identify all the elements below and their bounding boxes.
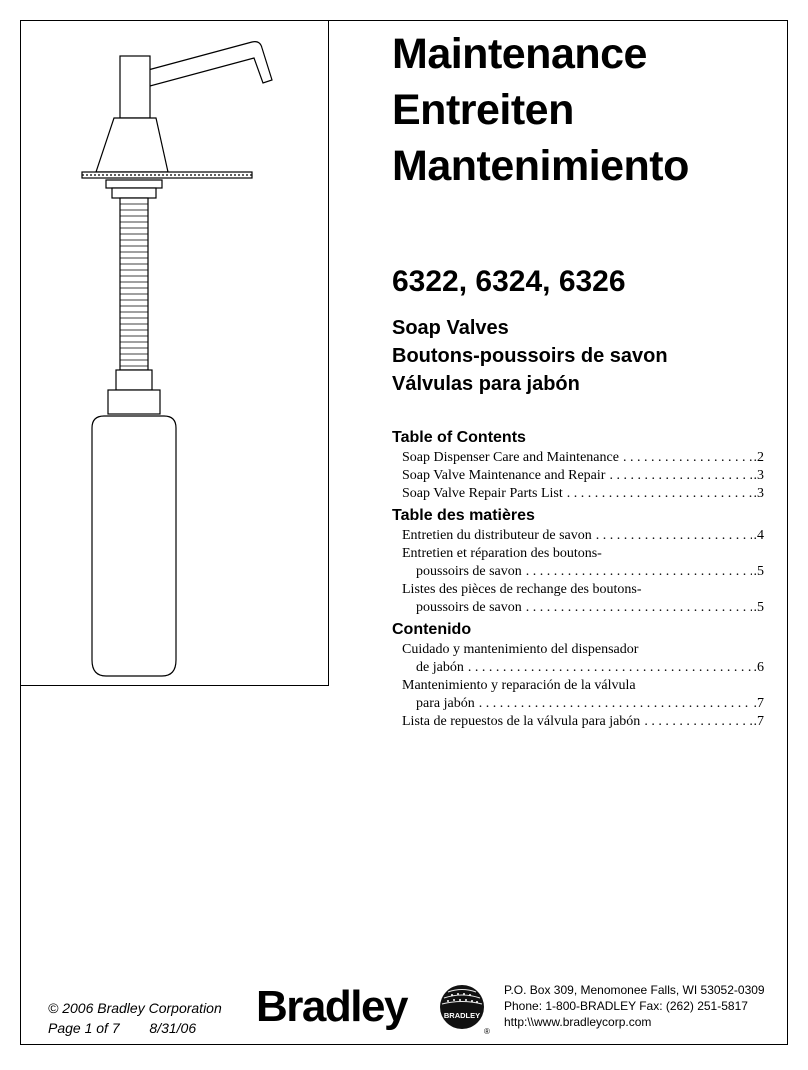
toc-entry[interactable]	[392, 545, 764, 581]
illustration-panel	[20, 20, 329, 686]
table-of-contents	[392, 428, 764, 731]
title-line-french: Entreiten	[392, 86, 574, 134]
toc-page-number: .5	[753, 600, 764, 615]
toc-entry-text-cont: de jabón	[416, 660, 464, 675]
contact-address: P.O. Box 309, Menomonee Falls, WI 53052-0309	[504, 983, 765, 997]
toc-heading: Table des matières	[392, 507, 535, 524]
toc-heading: Table of Contents	[392, 429, 526, 446]
toc-entry[interactable]	[392, 527, 764, 545]
page-info	[48, 1018, 222, 1038]
copyright-block	[48, 998, 222, 1038]
page-label: Page 1 of 7	[48, 1020, 120, 1036]
page-title	[392, 26, 689, 194]
toc-entry[interactable]	[392, 467, 764, 485]
toc-heading: Contenido	[392, 621, 472, 638]
date: 8/31/06	[149, 1020, 197, 1036]
subtitle-spanish: Válvulas para jabón	[392, 373, 580, 395]
model-numbers: 6322, 6324, 6326	[392, 265, 626, 298]
logo-wordmark: Bradley	[256, 982, 407, 1031]
toc-entry-text: Cuidado y mantenimiento del dispensador	[402, 642, 639, 657]
toc-entry-text: Entretien et réparation des boutons-	[402, 546, 602, 561]
dot-leader	[468, 659, 752, 677]
toc-entry-text: Lista de repuestos de la válvula para jabón	[402, 714, 641, 729]
dot-leader	[479, 695, 752, 713]
product-subtitle	[392, 314, 668, 398]
registered-mark: ®	[484, 1027, 490, 1036]
toc-page-number: .5	[753, 564, 764, 579]
toc-entry-text: Soap Dispenser Care and Maintenance	[402, 450, 619, 465]
toc-page-number: .7	[753, 714, 764, 729]
toc-page-number: .7	[753, 696, 764, 711]
dot-leader	[609, 467, 751, 485]
toc-entry-text: Soap Valve Repair Parts List	[402, 486, 563, 501]
dot-leader	[596, 527, 752, 545]
subtitle-french: Boutons-poussoirs de savon	[392, 345, 668, 367]
dot-leader	[526, 599, 752, 617]
toc-entry[interactable]	[392, 581, 764, 617]
title-line-spanish: Mantenimiento	[392, 142, 689, 190]
toc-section-english	[392, 428, 764, 503]
dot-leader	[526, 563, 752, 581]
toc-entry[interactable]	[392, 449, 764, 467]
toc-entry[interactable]	[392, 713, 764, 731]
toc-entry-text-cont: para jabón	[416, 696, 475, 711]
bradley-logo	[256, 978, 492, 1036]
toc-page-number: .3	[753, 486, 764, 501]
globe-logo-icon	[436, 982, 492, 1036]
toc-section-spanish	[392, 620, 764, 731]
dot-leader	[644, 713, 751, 731]
toc-entry-text-cont: poussoirs de savon	[416, 564, 522, 579]
toc-section-french	[392, 506, 764, 617]
toc-entry[interactable]	[392, 641, 764, 677]
subtitle-english: Soap Valves	[392, 317, 509, 339]
dot-leader	[567, 485, 752, 503]
toc-entry-text: Mantenimiento y reparación de la válvula	[402, 678, 636, 693]
toc-page-number: .4	[753, 528, 764, 543]
toc-entry[interactable]	[392, 677, 764, 713]
toc-entry-text: Listes des pièces de rechange des boutons-	[402, 582, 642, 597]
contact-phone: Phone: 1-800-BRADLEY Fax: (262) 251-5817	[504, 999, 748, 1013]
toc-page-number: .2	[753, 450, 764, 465]
copyright-text: © 2006 Bradley Corporation	[48, 1000, 222, 1016]
toc-page-number: .6	[753, 660, 764, 675]
soap-valve-illustration-icon	[20, 20, 329, 686]
toc-entry-text: Soap Valve Maintenance and Repair	[402, 468, 606, 483]
contact-web[interactable]: http:\\www.bradleycorp.com	[504, 1015, 652, 1029]
toc-entry-text: Entretien du distributeur de savon	[402, 528, 592, 543]
logo-badge-text: BRADLEY	[443, 1011, 481, 1020]
title-line-english: Maintenance	[392, 30, 647, 78]
toc-page-number: .3	[753, 468, 764, 483]
contact-info	[504, 982, 765, 1030]
toc-entry[interactable]	[392, 485, 764, 503]
dot-leader	[623, 449, 752, 467]
toc-entry-text-cont: poussoirs de savon	[416, 600, 522, 615]
